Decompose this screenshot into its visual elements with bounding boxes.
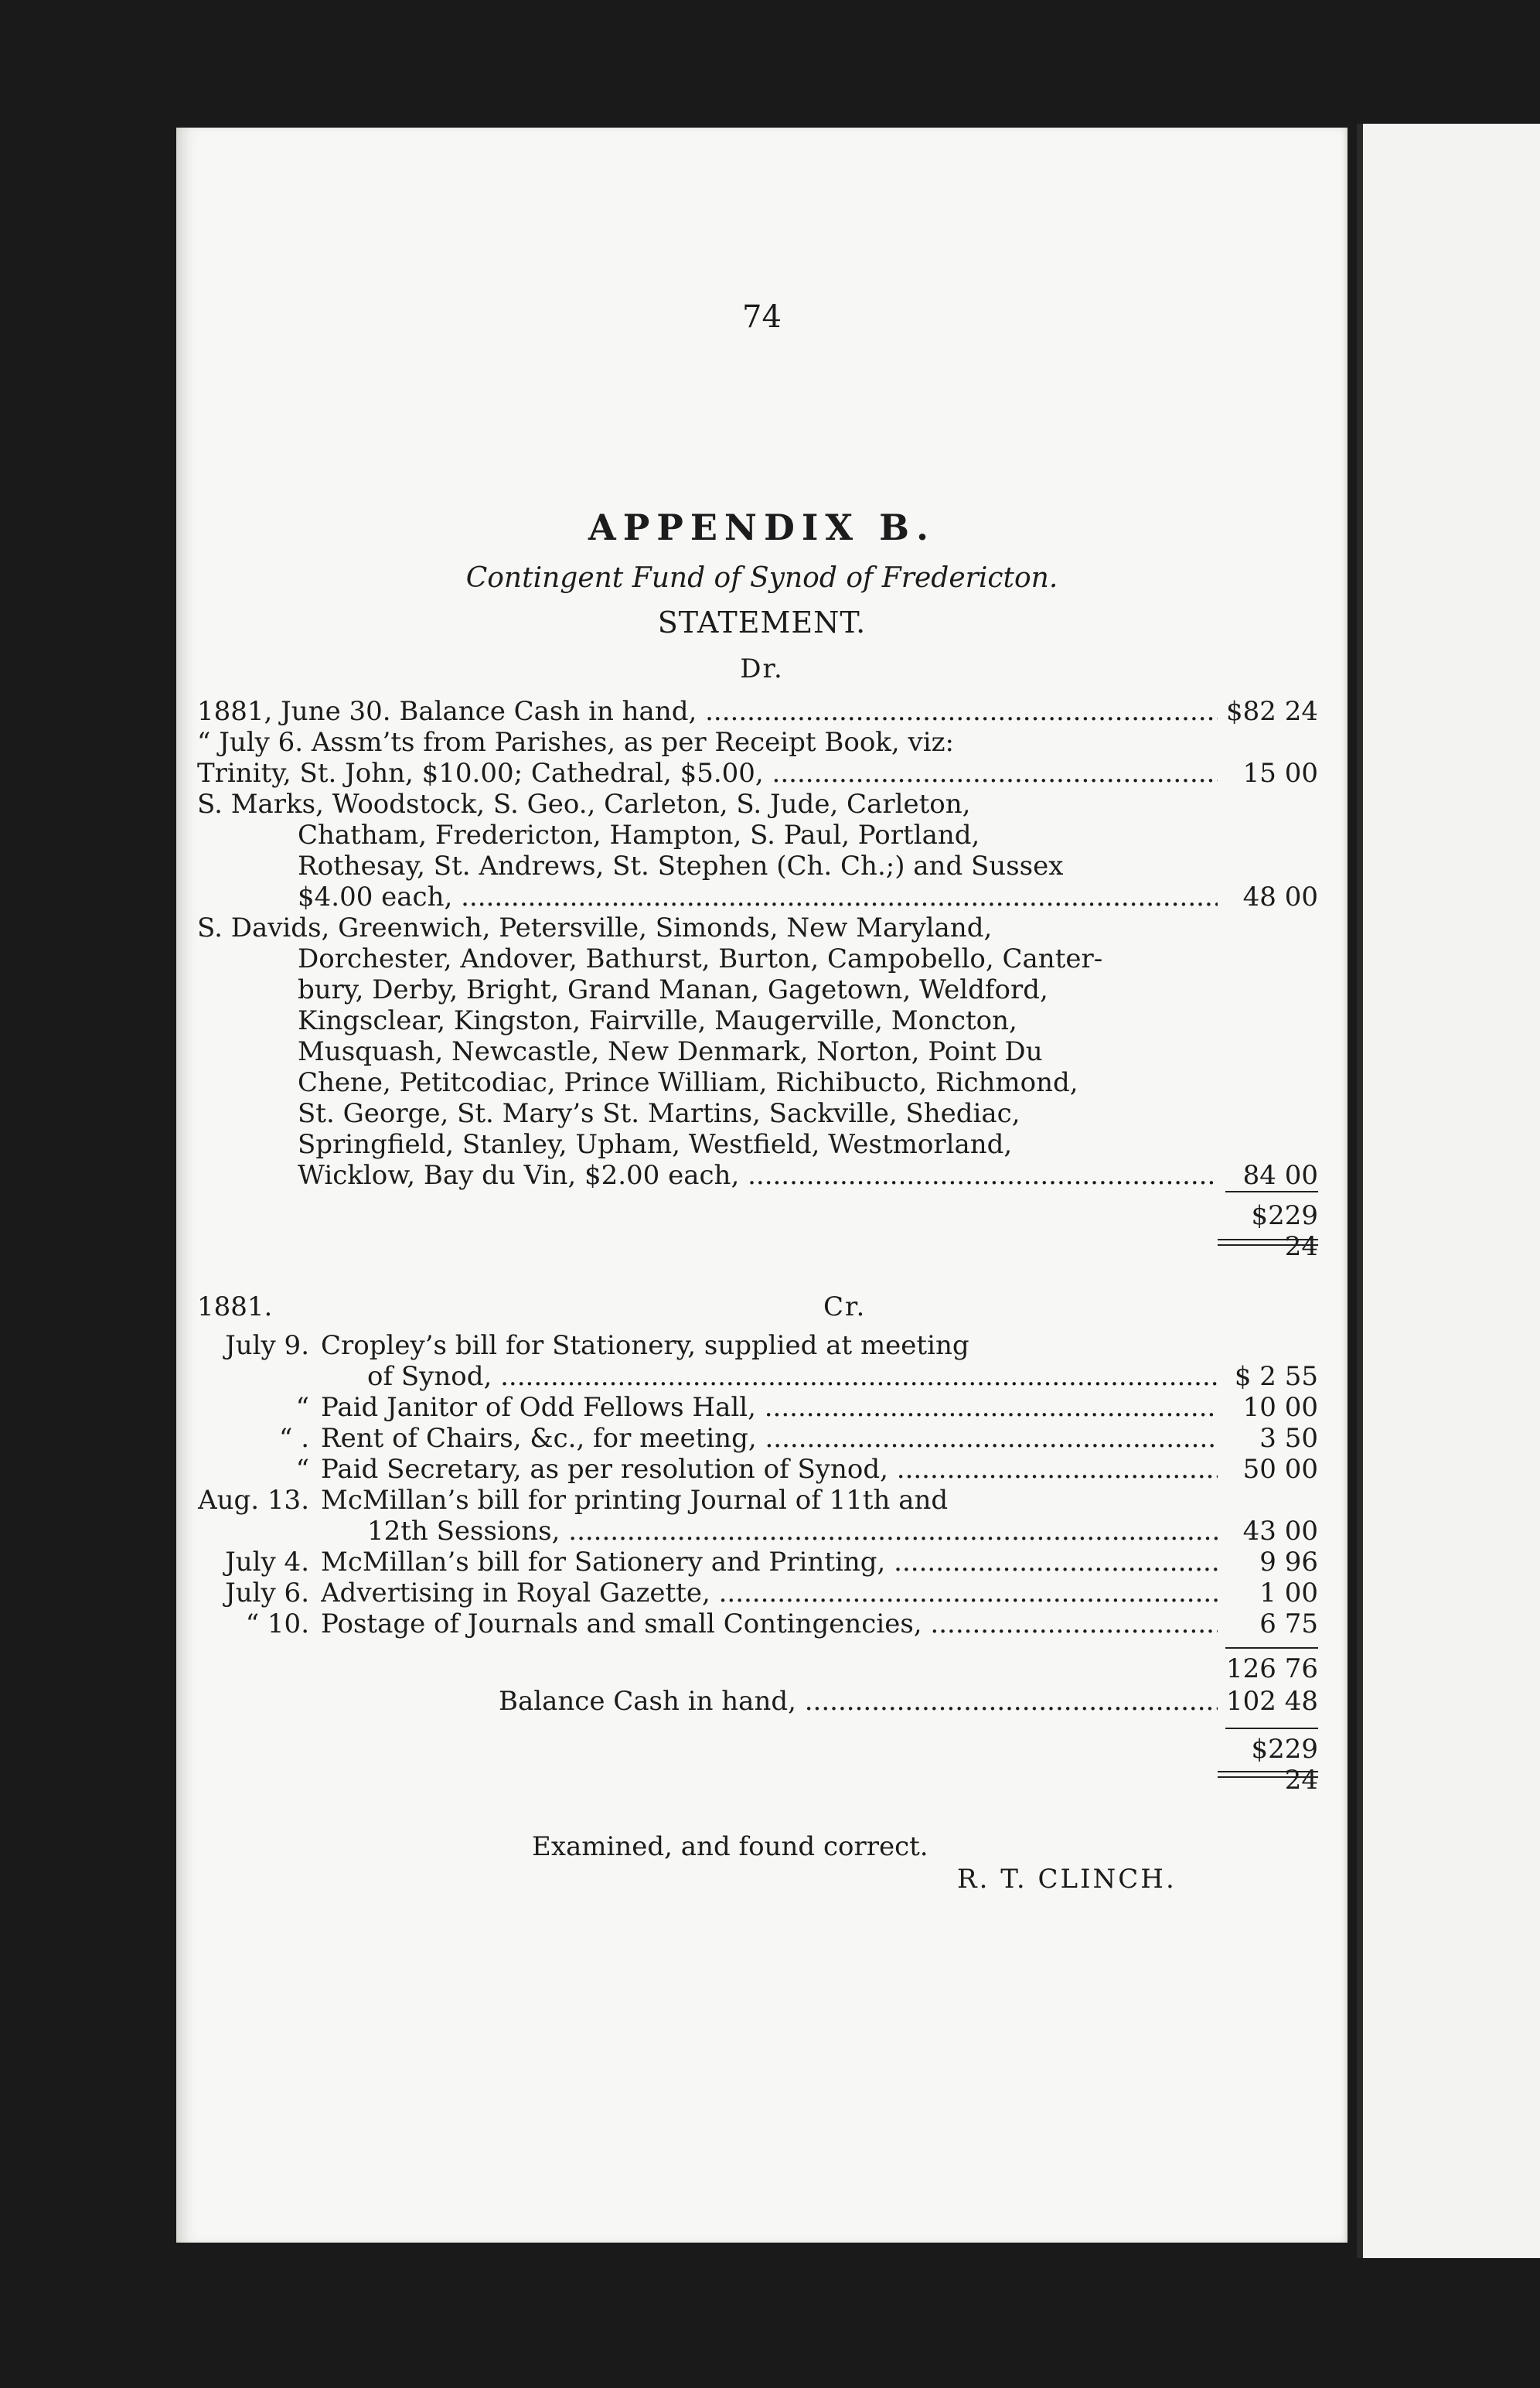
credit-line — [197, 1392, 1318, 1423]
debit-total: $229 24 — [1251, 1200, 1318, 1262]
credit-total-rule — [1225, 1728, 1318, 1729]
credit-line-amount: $ 2 55 — [1234, 1361, 1318, 1392]
balance-label: Balance Cash in hand, ..... — [499, 1686, 1218, 1717]
credit-section — [197, 1291, 1318, 1796]
debit-line — [197, 758, 1318, 789]
credit-total: $229 24 — [1251, 1734, 1318, 1796]
credit-year: 1881. — [197, 1291, 273, 1322]
debit-line — [197, 727, 1318, 758]
debit-line-text: Musquash, Newcastle, New Denmark, Norton, Point Du — [298, 1036, 1043, 1067]
debit-line — [197, 1098, 1318, 1129]
debit-line — [197, 1067, 1318, 1098]
debit-line-text: 1881, June 30. Balance Cash in hand, ..... — [197, 696, 1218, 727]
credit-line-text: Postage of Journals and small Contingencies, ..... — [321, 1608, 1218, 1639]
credit-line — [197, 1516, 1318, 1547]
debit-heading: Dr. — [740, 653, 784, 684]
debit-line-text: Kingsclear, Kingston, Fairville, Maugerville, Moncton, — [298, 1005, 1017, 1036]
debit-line — [197, 1036, 1318, 1067]
debit-line — [197, 913, 1318, 943]
credit-line-amount: 10 00 — [1242, 1392, 1318, 1423]
credit-line-text: McMillan’s bill for printing Journal of 11th and — [321, 1485, 949, 1516]
credit-line-date: “ — [295, 1392, 309, 1423]
credit-line — [197, 1423, 1318, 1454]
credit-line-text: 12th Sessions, ..... — [367, 1516, 1218, 1547]
debit-line-text: S. Davids, Greenwich, Petersville, Simonds, New Maryland, — [197, 913, 993, 943]
debit-line-text: Springfield, Stanley, Upham, Westfield, Westmorland, — [298, 1129, 1013, 1160]
credit-line-date: Aug. 13. — [198, 1485, 309, 1516]
credit-line — [197, 1578, 1318, 1608]
debit-line — [197, 820, 1318, 851]
credit-line-text: Paid Secretary, as per resolution of Synod, ..... — [321, 1454, 1218, 1485]
debit-line-text: Chatham, Fredericton, Hampton, S. Paul, Portland, — [298, 820, 980, 851]
debit-line — [197, 789, 1318, 820]
credit-line-text: McMillan’s bill for Sationery and Printing, ..... — [321, 1547, 1218, 1578]
credit-line — [197, 1608, 1318, 1639]
examined-note: Examined, and found correct. — [532, 1831, 928, 1862]
debit-line — [197, 696, 1318, 727]
debit-line-text: “ July 6. Assm’ts from Parishes, as per Receipt Book, viz: — [197, 727, 954, 758]
debit-line-amount: $82 24 — [1226, 696, 1318, 727]
debit-line-amount: 15 00 — [1242, 758, 1318, 789]
credit-line-text: Paid Janitor of Odd Fellows Hall, ..... — [321, 1392, 1218, 1423]
page-number: 74 — [742, 299, 782, 335]
credit-line-amount: 50 00 — [1242, 1454, 1318, 1485]
statement-heading: STATEMENT. — [657, 606, 867, 640]
adjacent-page-edge — [1357, 124, 1540, 2258]
debit-line — [197, 1005, 1318, 1036]
credit-line-amount: 9 96 — [1259, 1547, 1318, 1578]
credit-line-date: July 9. — [225, 1330, 309, 1361]
debit-line-text: Trinity, St. John, $10.00; Cathedral, $5.00, ..... — [197, 758, 1218, 789]
credit-line-amount: 1 00 — [1259, 1578, 1318, 1608]
credit-line-amount: 43 00 — [1242, 1516, 1318, 1547]
credit-line — [197, 1485, 1318, 1516]
debit-line-amount: 84 00 — [1242, 1160, 1318, 1191]
debit-line-text: St. George, St. Mary’s St. Martins, Sackville, Shediac, — [298, 1098, 1020, 1129]
debit-line-text: Rothesay, St. Andrews, St. Stephen (Ch. Ch.;) and Sussex — [298, 851, 1064, 882]
credit-line-date: “ — [295, 1454, 309, 1485]
debit-line-text: bury, Derby, Bright, Grand Manan, Gagetown, Weldford, — [298, 974, 1048, 1005]
credit-line-text: Rent of Chairs, &c., for meeting, ..... — [321, 1423, 1218, 1454]
credit-line-amount: 6 75 — [1259, 1608, 1318, 1639]
credit-total-double-rule — [1218, 1771, 1318, 1778]
credit-line-date: July 6. — [225, 1578, 309, 1608]
credit-header — [197, 1291, 1318, 1330]
credit-line-date: “ 10. — [245, 1608, 309, 1639]
credit-line-text: Cropley’s bill for Stationery, supplied at meeting — [321, 1330, 969, 1361]
debit-line-text: $4.00 each, ..... — [298, 882, 1218, 913]
debit-line-text: Dorchester, Andover, Bathurst, Burton, Campobello, Canter- — [298, 943, 1103, 974]
debit-line — [197, 882, 1318, 913]
debit-line-amount: 48 00 — [1242, 882, 1318, 913]
credit-heading: Cr. — [823, 1291, 867, 1322]
credit-line — [197, 1330, 1318, 1361]
credit-line-date: July 4. — [225, 1547, 309, 1578]
credit-subtotal-rule — [1225, 1647, 1318, 1649]
debit-subtotal-rule — [1225, 1191, 1318, 1192]
credit-line-text: of Synod, ..... — [367, 1361, 1218, 1392]
debit-line — [197, 851, 1318, 882]
appendix-title: APPENDIX B. — [588, 507, 935, 548]
credit-line-text: Advertising in Royal Gazette, ..... — [321, 1578, 1218, 1608]
credit-line — [197, 1454, 1318, 1485]
credit-subtotal: 126 76 — [1226, 1653, 1318, 1684]
debit-line-text: Chene, Petitcodiac, Prince William, Richibucto, Richmond, — [298, 1067, 1078, 1098]
debit-line — [197, 974, 1318, 1005]
debit-line — [197, 1160, 1318, 1191]
debit-line-text: S. Marks, Woodstock, S. Geo., Carleton, S. Jude, Carleton, — [197, 789, 971, 820]
appendix-subtitle: Contingent Fund of Synod of Fredericton. — [465, 562, 1058, 594]
debit-line — [197, 943, 1318, 974]
credit-line — [197, 1361, 1318, 1392]
auditor-signature: R. T. CLINCH. — [957, 1864, 1177, 1895]
debit-section — [197, 696, 1318, 1191]
balance-row — [197, 1686, 1318, 1717]
credit-line-amount: 3 50 — [1259, 1423, 1318, 1454]
balance-amount: 102 48 — [1226, 1686, 1318, 1717]
credit-line — [197, 1547, 1318, 1578]
debit-total-double-rule — [1218, 1239, 1318, 1246]
debit-line-text: Wicklow, Bay du Vin, $2.00 each, ..... — [298, 1160, 1218, 1191]
credit-line-date: “ . — [279, 1423, 309, 1454]
debit-line — [197, 1129, 1318, 1160]
